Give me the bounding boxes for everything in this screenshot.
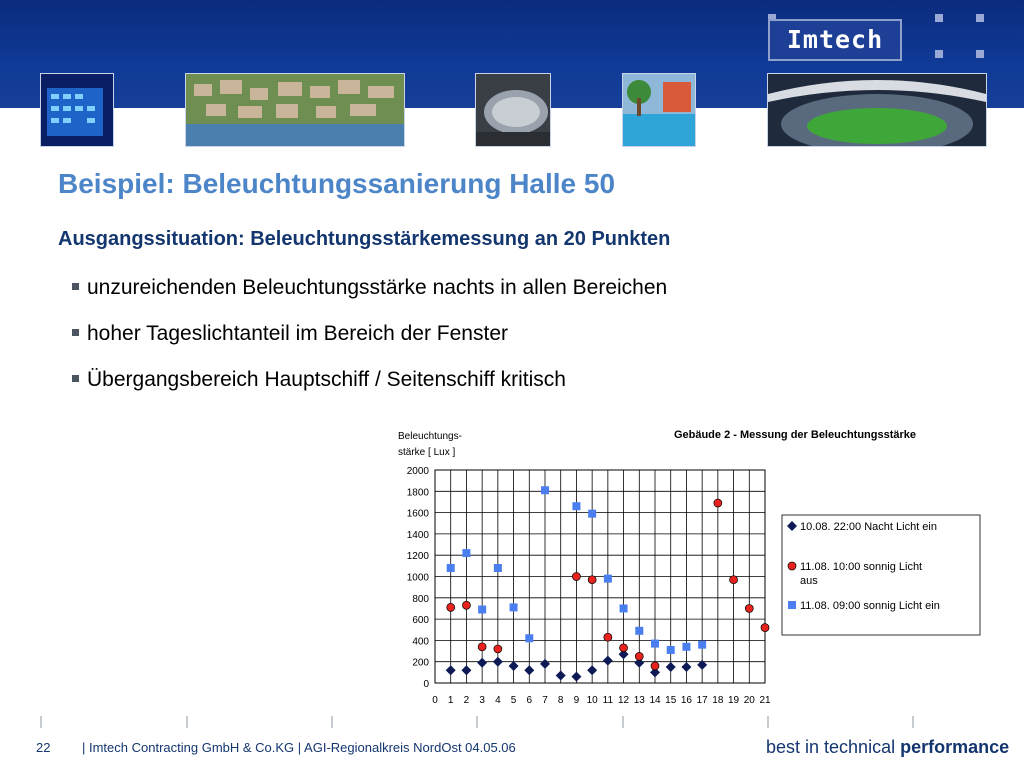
- footer-divider-tick: [40, 716, 42, 728]
- x-tick-label: 7: [542, 695, 548, 706]
- data-point-series-3: [447, 564, 455, 572]
- tagline-regular: best in technical: [766, 737, 901, 757]
- bullet-text: unzureichenden Beleuchtungsstärke nachts in allen Bereichen: [87, 276, 668, 299]
- x-tick-label: 0: [432, 695, 438, 706]
- x-tick-label: 15: [665, 695, 677, 706]
- data-point-series-3: [620, 604, 628, 612]
- logo-text: Imtech: [786, 25, 884, 54]
- x-tick-label: 10: [586, 695, 598, 706]
- x-tick-label: 12: [618, 695, 630, 706]
- footer-divider-tick: [331, 716, 333, 728]
- x-tick-label: 1: [447, 695, 454, 706]
- data-point-series-2: [588, 576, 596, 584]
- bullet-square-icon: [72, 283, 79, 290]
- x-tick-label: 14: [649, 695, 661, 706]
- x-tick-label: 17: [696, 695, 708, 706]
- data-point-series-2: [462, 601, 470, 609]
- bullet-item: [72, 368, 566, 392]
- data-point-series-3: [462, 549, 470, 557]
- y-tick-label: 1800: [406, 487, 429, 499]
- data-point-series-3: [682, 643, 690, 651]
- footer-divider-tick: [622, 716, 624, 728]
- footer-divider-tick: [476, 716, 478, 728]
- chart-title: Gebäude 2 - Messung der Beleuchtungsstärke: [673, 429, 917, 441]
- y-tick-label: 1600: [406, 508, 429, 520]
- x-tick-label: 4: [495, 695, 501, 706]
- decor-dot: [935, 50, 943, 58]
- data-point-series-2: [730, 576, 738, 584]
- company-logo: [768, 19, 902, 61]
- data-point-series-3: [667, 646, 675, 654]
- x-tick-label: 3: [479, 695, 485, 706]
- data-point-series-3: [525, 634, 533, 642]
- y-tick-label: 600: [412, 615, 429, 627]
- photo-glass-building: [40, 73, 114, 147]
- data-point-series-3: [510, 603, 518, 611]
- data-point-series-3: [635, 627, 643, 635]
- footer-divider-tick: [186, 716, 188, 728]
- data-point-series-3: [478, 606, 486, 614]
- legend-marker-series-3: [788, 601, 796, 609]
- data-point-series-2: [604, 633, 612, 641]
- x-tick-label: 21: [759, 695, 771, 706]
- data-point-series-2: [478, 643, 486, 651]
- y-axis-label-line2: stärke [ Lux ]: [398, 447, 456, 458]
- data-point-series-2: [714, 499, 722, 507]
- data-point-series-2: [651, 662, 659, 670]
- slide-title: Beispiel: Beleuchtungssanierung Halle 50: [58, 168, 616, 199]
- x-tick-label: 18: [712, 695, 724, 706]
- data-point-series-3: [494, 564, 502, 572]
- chart-svg: [380, 420, 1000, 720]
- y-tick-label: 1200: [406, 551, 429, 563]
- y-tick-label: 1400: [406, 529, 429, 541]
- photo-resort-pool: [622, 73, 696, 147]
- y-tick-label: 1000: [406, 572, 429, 584]
- page-number: 22: [36, 740, 51, 755]
- photo-stadium: [767, 73, 987, 147]
- data-point-series-3: [651, 640, 659, 648]
- legend-label: 11.08. 09:00 sonnig Licht ein: [800, 600, 940, 612]
- x-tick-label: 19: [728, 695, 740, 706]
- footer-tagline: [766, 737, 1009, 758]
- lux-chart: [380, 420, 1000, 720]
- x-tick-label: 6: [526, 695, 533, 706]
- x-tick-label: 8: [557, 695, 564, 706]
- data-point-series-2: [572, 573, 580, 581]
- x-tick-label: 16: [680, 695, 692, 706]
- data-point-series-2: [447, 603, 455, 611]
- x-tick-label: 20: [743, 695, 755, 706]
- y-tick-label: 2000: [406, 466, 429, 477]
- legend-label: aus: [800, 575, 818, 587]
- legend-label: 10.08. 22:00 Nacht Licht ein: [800, 521, 937, 533]
- bullet-item: [72, 322, 508, 346]
- decor-dot: [976, 14, 984, 22]
- footer-divider-tick: [767, 716, 769, 728]
- bullet-square-icon: [72, 375, 79, 382]
- data-point-series-3: [541, 486, 549, 494]
- decor-dot: [976, 50, 984, 58]
- legend-marker-series-2: [788, 562, 796, 570]
- y-tick-label: 800: [412, 593, 429, 605]
- x-tick-label: 9: [573, 695, 580, 706]
- footer-text: | Imtech Contracting GmbH & Co.KG | AGI-Regionalkreis NordOst 04.05.06: [82, 740, 516, 755]
- data-point-series-2: [635, 652, 643, 660]
- data-point-series-3: [604, 575, 612, 583]
- y-tick-label: 400: [412, 636, 429, 648]
- bullet-item: [72, 276, 667, 300]
- legend-label: 11.08. 10:00 sonnig Licht: [800, 561, 923, 573]
- photo-city-aerial: [185, 73, 405, 147]
- data-point-series-3: [588, 510, 596, 518]
- data-point-series-3: [698, 641, 706, 649]
- data-point-series-2: [494, 645, 502, 653]
- data-point-series-2: [745, 604, 753, 612]
- bullet-text: hoher Tageslichtanteil im Bereich der Fenster: [87, 322, 508, 345]
- bullet-text: Übergangsbereich Hauptschiff / Seitenschiff kritisch: [87, 368, 566, 391]
- data-point-series-2: [761, 624, 769, 632]
- bullet-square-icon: [72, 329, 79, 336]
- x-tick-label: 13: [633, 695, 645, 706]
- slide-subtitle: Ausgangssituation: Beleuchtungsstärkemessung an 20 Punkten: [58, 228, 671, 250]
- decor-dot: [935, 14, 943, 22]
- x-tick-label: 5: [510, 695, 517, 706]
- x-tick-label: 11: [602, 695, 614, 706]
- y-tick-label: 0: [423, 679, 429, 690]
- data-point-series-2: [620, 644, 628, 652]
- y-tick-label: 200: [412, 657, 429, 669]
- y-axis-label: Beleuchtungs-: [398, 431, 462, 442]
- x-tick-label: 2: [463, 695, 470, 706]
- data-point-series-3: [572, 502, 580, 510]
- photo-station-dome: [475, 73, 551, 147]
- tagline-bold: performance: [900, 737, 1010, 757]
- footer-divider-tick: [912, 716, 914, 728]
